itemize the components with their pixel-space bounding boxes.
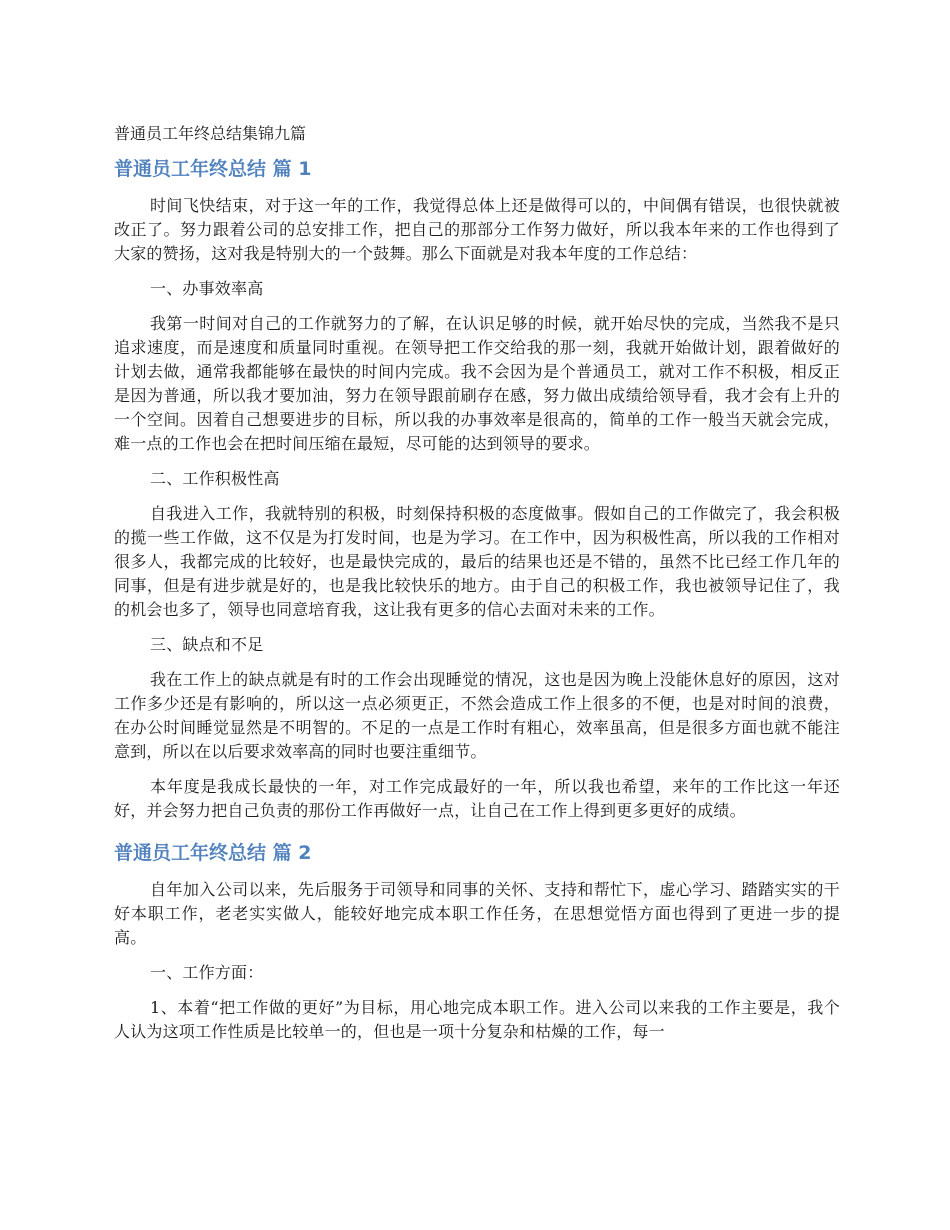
paragraph: 我第一时间对自己的工作就努力的了解，在认识足够的时候，就开始尽快的完成，当然我不是只追求速度，而是速度和质量同时重视。在领导把工作交给我的那一刻，我就开始做计划，跟着做好的计划去做，通常我都能够在最快的时间内完成。我不会因为是个普通员工，就对工作不积极，相反正是因为普通，所以我才要加油，努力在领导跟前刷存在感，努力做出成绩给领导看，我才会有上升的一个空间。因着自己想要进步的目标，所以我的办事效率是很高的，简单的工作一般当天就会完成，难一点的工作也会在把时间压缩在最短，尽可能的达到领导的要求。: [114, 314, 840, 453]
subheading: 一、工作方面：: [150, 963, 264, 982]
section-heading: 普通员工年终总结 篇 2: [114, 842, 312, 864]
subheading: 三、缺点和不足: [150, 635, 264, 654]
paragraph: 时间飞快结束，对于这一年的工作，我觉得总体上还是做得可以的，中间偶有错误，也很快就被改正了。努力跟着公司的总安排工作，把自己的那部分工作努力做好，所以我本年来的工作也得到了大家的赞扬，这对我是特别大的一个鼓舞。那么下面就是对我本年度的工作总结：: [114, 196, 840, 263]
paragraph: 本年度是我成长最快的一年，对工作完成最好的一年，所以我也希望，来年的工作比这一年还好，并会努力把自己负责的那份工作再做好一点，让自己在工作上得到更多更好的成绩。: [114, 777, 840, 820]
document-page: [114, 122, 840, 1055]
section-2: [114, 839, 840, 1044]
subheading: 一、办事效率高: [150, 279, 264, 298]
paragraph: 我在工作上的缺点就是有时的工作会出现睡觉的情况，这也是因为晚上没能休息好的原因，这对工作多少还是有影响的，所以这一点必须更正，不然会造成工作上很多的不便，也是对时间的浪费，在办公时间睡觉显然是不明智的。不足的一点是工作时有粗心，效率虽高，但是很多方面也就不能注意到，所以在以后要求效率高的同时也要注重细节。: [114, 670, 840, 761]
section-heading: 普通员工年终总结 篇 1: [114, 158, 312, 180]
subheading: 二、工作积极性高: [150, 469, 280, 488]
paragraph: 自年加入公司以来，先后服务于司领导和同事的关怀、支持和帮忙下，虚心学习、踏踏实实的干好本职工作，老老实实做人，能较好地完成本职工作任务，在思想觉悟方面也得到了更进一步的提高。: [114, 880, 840, 947]
paragraph: 自我进入工作，我就特别的积极，时刻保持积极的态度做事。假如自己的工作做完了，我会积极的揽一些工作做，这不仅是为打发时间，也是为学习。在工作中，因为积极性高，所以我的工作相对很多人，我都完成的比较好，也是最快完成的，最后的结果也还是不错的，虽然不比已经工作几年的同事，但是有进步就是好的，也是我比较快乐的地方。由于自己的积极工作，我也被领导记住了，我的机会也多了，领导也同意培育我，这让我有更多的信心去面对未来的工作。: [114, 504, 840, 619]
document-title: 普通员工年终总结集锦九篇: [114, 124, 307, 143]
paragraph: 1、本着“把工作做的更好”为目标，用心地完成本职工作。进入公司以来我的工作主要是，我个人认为这项工作性质是比较单一的，但也是一项十分复杂和枯燥的工作，每一: [114, 998, 840, 1041]
section-1: [114, 155, 840, 823]
